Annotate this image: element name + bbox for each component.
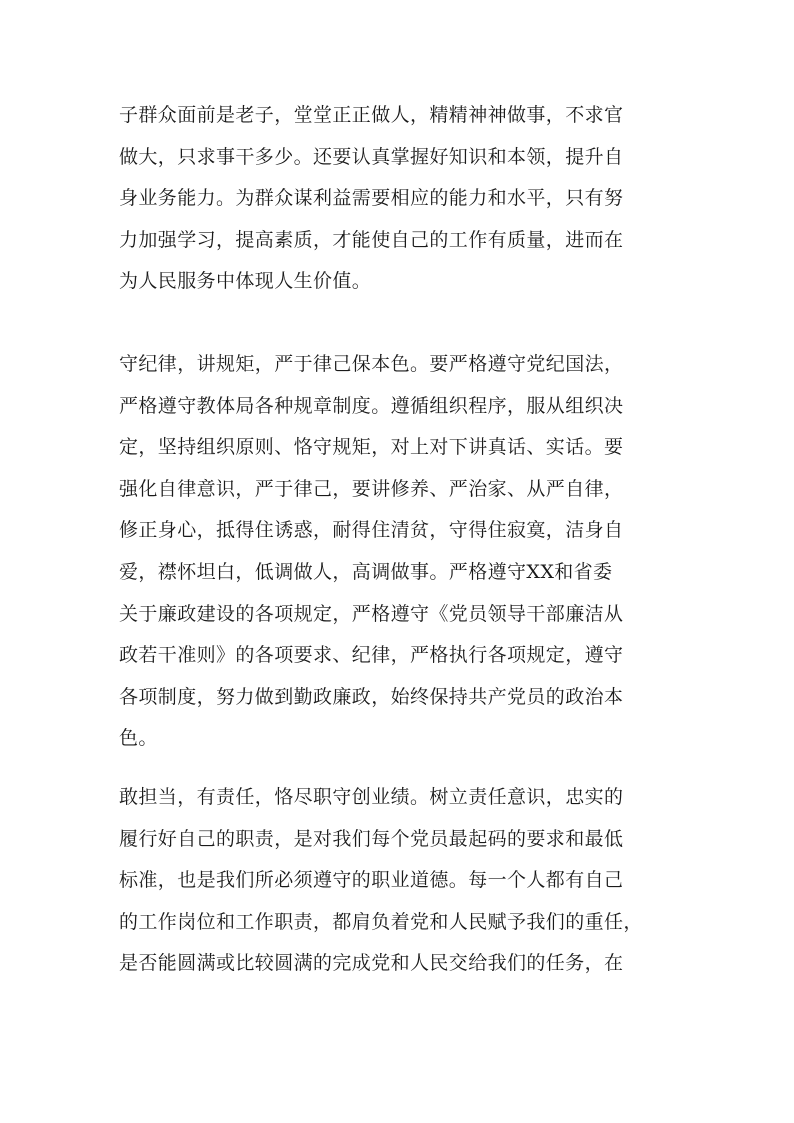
text-line: 政若干准则》的各项要求、纪律，严格执行各项规定，遵守 <box>119 644 624 667</box>
text-line: 守纪律，讲规矩，严于律己保本色。要严格遵守党纪国法， <box>119 353 624 375</box>
text-line: 做大，只求事干多少。还要认真掌握好知识和本领，提升自 <box>119 145 624 168</box>
text-line: 为人民服务中体现人生价值。 <box>119 270 372 293</box>
text-line: 严格遵守教体局各种规章制度。遵循组织程序，服从组织决 <box>119 394 624 417</box>
text-line: 敢担当，有责任，恪尽职守创业绩。树立责任意识，忠实的 <box>119 786 624 808</box>
paragraph-1 <box>119 95 689 303</box>
paragraph-3 <box>119 777 689 985</box>
text-line: 是否能圆满或比较圆满的完成党和人民交给我们的任务，在 <box>119 952 624 975</box>
paragraph-2 <box>119 344 689 760</box>
text-line: 的工作岗位和工作职责，都肩负着党和人民赋予我们的重任， <box>119 910 643 933</box>
text-line: 关于廉政建设的各项规定，严格遵守《党员领导干部廉洁从 <box>119 602 624 625</box>
text-line: 强化自律意识，严于律己，要讲修养、严治家、从严自律， <box>119 477 624 500</box>
text-line: 各项制度，努力做到勤政廉政，始终保持共产党员的政治本 <box>119 685 624 708</box>
text-line: 力加强学习，提高素质，才能使自己的工作有质量，进而在 <box>119 228 624 251</box>
text-line: 修正身心，抵得住诱惑，耐得住清贫，守得住寂寞，洁身自 <box>119 519 624 542</box>
text-line: 定，坚持组织原则、恪守规矩，对上对下讲真话、实话。要 <box>119 436 624 459</box>
text-line: 子群众面前是老子，堂堂正正做人，精精神神做事，不求官 <box>119 104 624 126</box>
text-line: 标准，也是我们所必须遵守的职业道德。每一个人都有自己 <box>119 869 624 892</box>
text-line: 身业务能力。为群众谋利益需要相应的能力和水平，只有努 <box>119 187 624 210</box>
text-line: 色。 <box>119 727 158 750</box>
text-line: 履行好自己的职责，是对我们每个党员最起码的要求和最低 <box>119 827 624 850</box>
text-line: 爱，襟怀坦白，低调做人，高调做事。严格遵守XX和省委 <box>119 560 613 583</box>
